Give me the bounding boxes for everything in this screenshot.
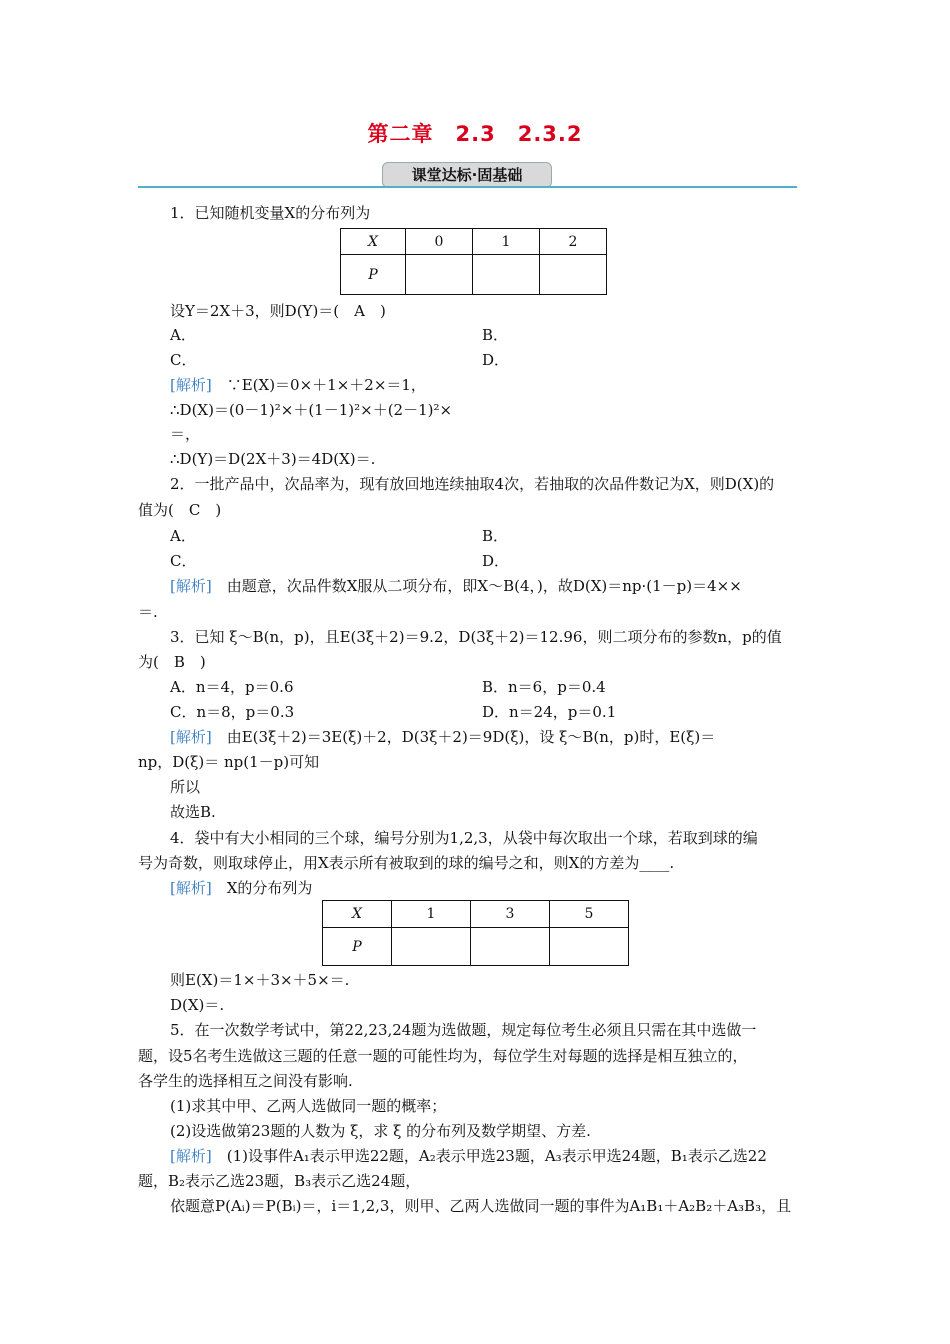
line-text: 4．袋中有大小相同的三个球，编号分别为1,2,3，从袋中每次取出一个球，若取到球的编: [170, 829, 758, 847]
line-text: 题，设5名考生选做这三题的任意一题的可能性均为，每位学生对每题的选择是相互独立的，: [138, 1047, 748, 1065]
text-line: [170, 575, 742, 596]
table-cell: X: [341, 229, 406, 255]
text-line: [138, 601, 158, 622]
line-text: 故选B.: [170, 803, 216, 821]
distribution-table-2: [322, 900, 629, 966]
text-line: [170, 324, 196, 345]
text-line: [170, 399, 452, 420]
analysis-tag: [解析]: [170, 376, 212, 394]
line-text: D(X)＝.: [170, 996, 225, 1014]
text-line: [170, 877, 312, 898]
text-line: [170, 994, 224, 1015]
distribution-table-1: [340, 228, 607, 295]
line-text: A．: [170, 527, 196, 545]
table-cell: 2: [540, 229, 607, 255]
text-line: [482, 701, 616, 722]
text-line: [170, 1095, 446, 1116]
table-cell: 3: [471, 901, 550, 928]
line-text: A．n＝4，p＝0.6: [170, 678, 294, 696]
line-text: 依题意P(Aᵢ)＝P(Bᵢ)＝，i＝1,2,3，则甲、乙两人选做同一题的事件为A₁B₁＋A₂B₂＋A₃B₃，且: [170, 1197, 792, 1215]
table-cell: P: [323, 928, 392, 966]
line-text: ∴D(Y)＝D(2X＋3)＝4D(X)＝.: [170, 450, 376, 468]
line-text: 题，B₂表示乙选23题，B₃表示乙选24题，: [138, 1172, 421, 1190]
text-line: [170, 202, 370, 223]
line-text: B．: [482, 527, 509, 545]
analysis-tag: [解析]: [170, 879, 212, 897]
text-line: [170, 448, 375, 469]
table-cell: 1: [473, 229, 540, 255]
text-line: [170, 701, 294, 722]
text-line: [170, 300, 386, 321]
line-text: 为( B ): [138, 653, 206, 671]
text-line: [170, 1019, 756, 1040]
text-line: [170, 969, 349, 990]
text-line: [170, 525, 196, 546]
line-text: ∵E(X)＝0×＋1×＋2×＝1，: [211, 376, 426, 394]
text-line: [138, 651, 206, 672]
text-line: [170, 1195, 791, 1216]
line-text: B．: [482, 326, 509, 344]
text-line: [170, 1145, 767, 1166]
line-text: 设Y＝2X＋3，则D(Y)＝( A ): [170, 302, 386, 320]
line-text: 1．已知随机变量X的分布列为: [170, 204, 371, 222]
text-line: [170, 801, 216, 822]
text-line: [482, 349, 509, 370]
line-text: ∴D(X)＝(0－1)²×＋(1－1)²×＋(2－1)²×: [170, 401, 453, 419]
analysis-tag: [解析]: [170, 728, 212, 746]
text-line: [138, 1070, 353, 1091]
line-text: 各学生的选择相互之间没有影响.: [138, 1072, 353, 1090]
line-text: (2)设选做第23题的人数为 ξ，求 ξ 的分布列及数学期望、方差.: [170, 1122, 591, 1140]
text-line: [138, 751, 319, 772]
text-line: [170, 776, 200, 797]
text-line: [482, 324, 508, 345]
line-text: 由E(3ξ＋2)＝3E(ξ)＋2，D(3ξ＋2)＝9D(ξ)，设 ξ～B(n，p)时，E(ξ)＝: [211, 728, 716, 746]
table-cell: [540, 255, 607, 295]
text-line: [482, 550, 509, 571]
line-text: ＝.: [138, 603, 158, 621]
text-line: [138, 499, 221, 520]
table-cell: [406, 255, 473, 295]
line-text: A．: [170, 326, 196, 344]
table-cell: [473, 255, 540, 295]
line-text: 5．在一次数学考试中，第22,23,24题为选做题，规定每位考生必须且只需在其中选做一: [170, 1021, 757, 1039]
table-cell: [471, 928, 550, 966]
line-text: 由题意，次品件数X服从二项分布，即X～B(4，)，故D(X)＝np·(1－p)＝4××: [211, 577, 742, 595]
line-text: ＝，: [170, 425, 201, 443]
text-line: [482, 676, 606, 697]
table-cell: [550, 928, 629, 966]
line-text: np，D(ξ)＝ np(1－p)可知: [138, 753, 320, 771]
text-line: [138, 852, 674, 873]
line-text: C．: [170, 351, 197, 369]
analysis-tag: [解析]: [170, 577, 212, 595]
text-line: [170, 349, 196, 370]
text-line: [170, 423, 200, 444]
line-text: 号为奇数，则取球停止，用X表示所有被取到的球的编号之和，则X的方差为____.: [138, 854, 675, 872]
text-line: [170, 676, 294, 697]
line-text: 值为( C ): [138, 501, 222, 519]
text-line: [138, 1045, 748, 1066]
text-line: [170, 726, 715, 747]
section-banner: 课堂达标·固基础: [382, 162, 552, 188]
text-line: [170, 374, 426, 395]
text-line: [170, 473, 774, 494]
line-text: 则E(X)＝1×＋3×＋5×＝.: [170, 971, 350, 989]
table-cell: 0: [406, 229, 473, 255]
line-text: (1)求其中甲、乙两人选做同一题的概率；: [170, 1097, 447, 1115]
chapter-title: 第二章 2.3 2.3.2: [367, 122, 583, 146]
text-line: [482, 525, 508, 546]
text-line: [170, 550, 196, 571]
table-cell: X: [323, 901, 392, 928]
line-text: D．n＝24，p＝0.1: [482, 703, 617, 721]
line-text: (1)设事件A₁表示甲选22题，A₂表示甲选23题，A₃表示甲选24题，B₁表示乙选22: [211, 1147, 767, 1165]
line-text: B．n＝6，p＝0.4: [482, 678, 606, 696]
table-cell: 5: [550, 901, 629, 928]
line-text: 所以: [170, 778, 201, 796]
line-text: C．: [170, 552, 197, 570]
line-text: 2．一批产品中，次品率为，现有放回地连续抽取4次，若抽取的次品件数记为X，则D(X)的: [170, 475, 775, 493]
table-cell: [392, 928, 471, 966]
table-cell: P: [341, 255, 406, 295]
analysis-tag: [解析]: [170, 1147, 212, 1165]
text-line: [138, 1170, 420, 1191]
line-text: X的分布列为: [211, 879, 313, 897]
text-line: [170, 1120, 591, 1141]
line-text: 3．已知 ξ～B(n，p)，且E(3ξ＋2)＝9.2，D(3ξ＋2)＝12.96，则二项分布的参数n，p的值: [170, 628, 782, 646]
line-text: D．: [482, 552, 510, 570]
text-line: [170, 626, 782, 647]
line-text: D．: [482, 351, 510, 369]
header-rule: [138, 186, 797, 188]
line-text: C．n＝8，p＝0.3: [170, 703, 295, 721]
table-cell: 1: [392, 901, 471, 928]
text-line: [170, 827, 758, 848]
